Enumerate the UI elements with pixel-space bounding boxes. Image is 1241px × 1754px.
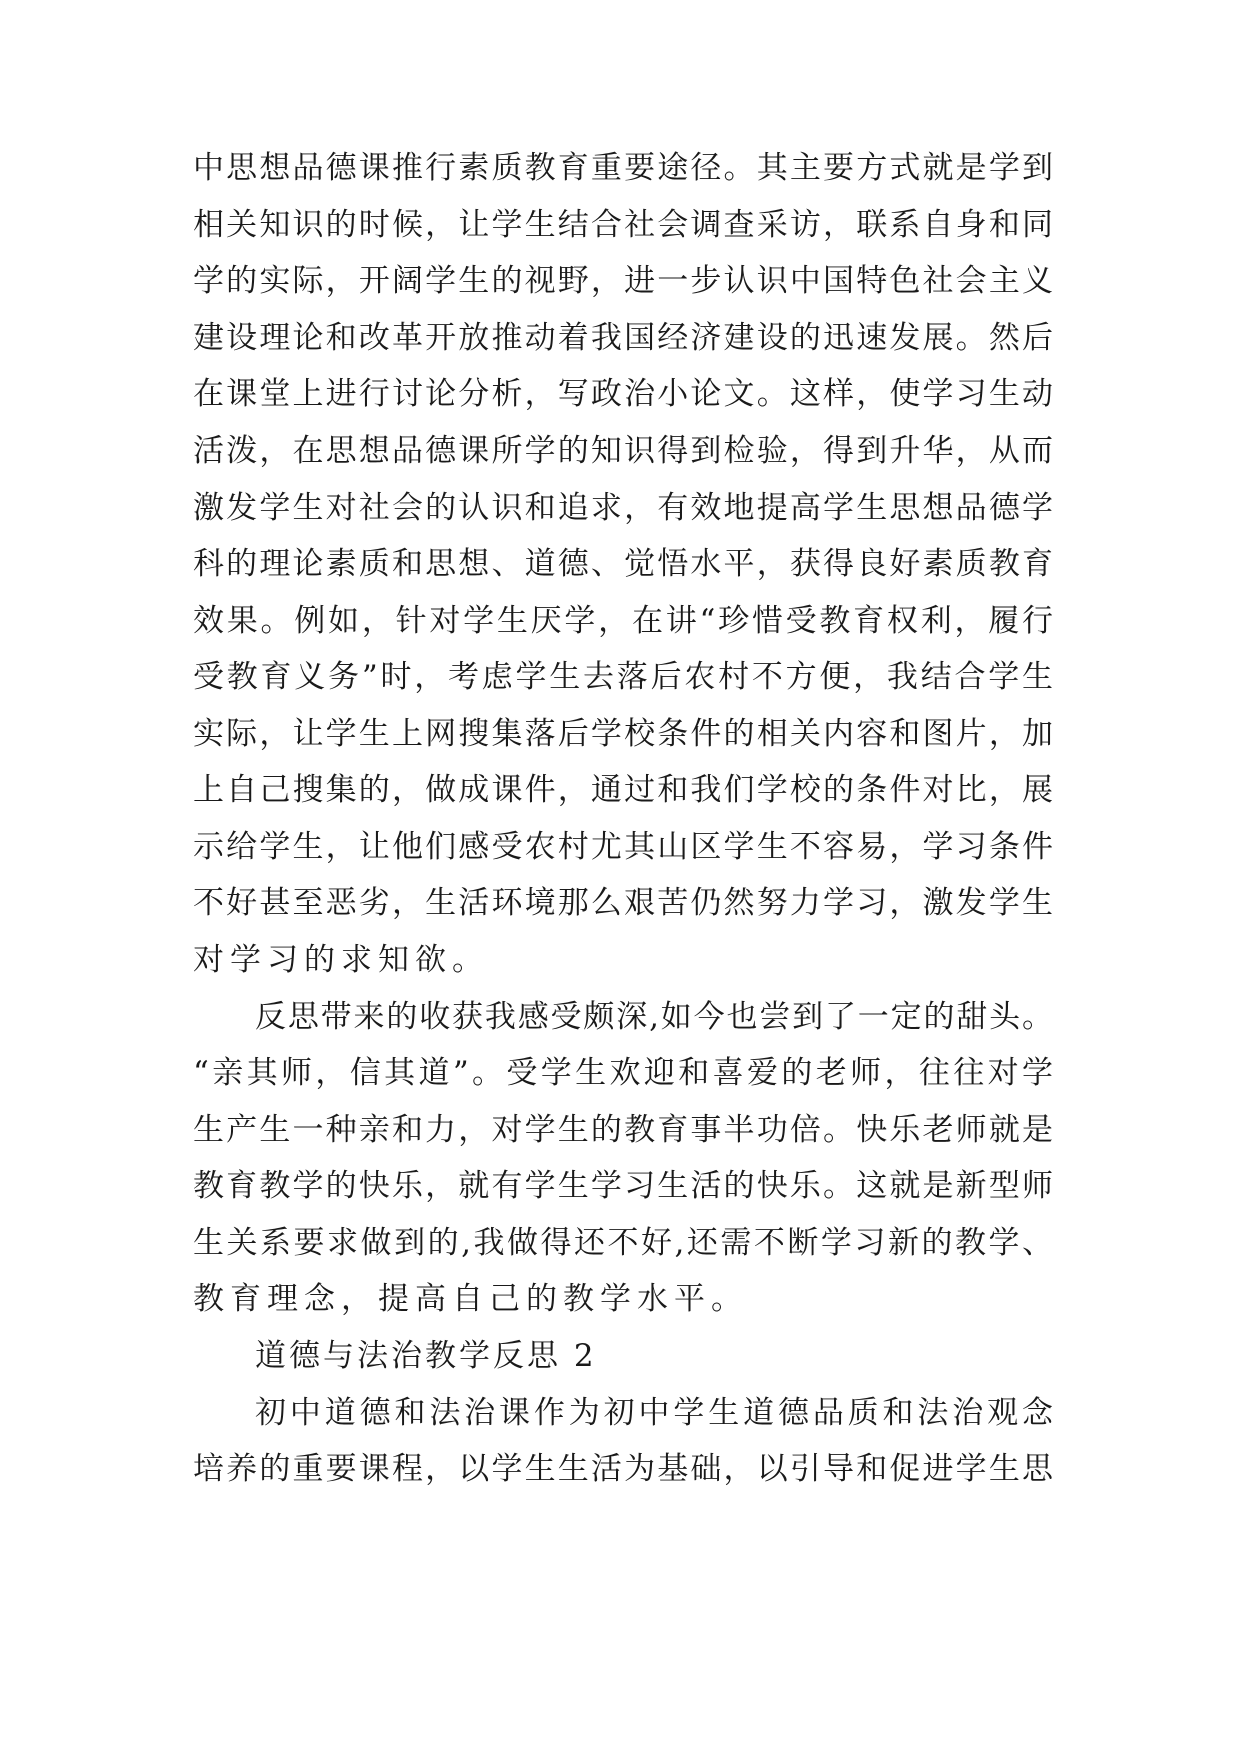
text-line: 教育理念，提高自己的教学水平。 — [193, 1281, 748, 1317]
text-line: 中思想品德课推行素质教育重要途径。其主要方式就是学到 — [193, 150, 1053, 186]
text-line: 示给学生，让他们感受农村尤其山区学生不容易，学习条件 — [193, 829, 1053, 865]
text-line: 不好甚至恶劣，生活环境那么艰苦仍然努力学习，激发学生 — [193, 885, 1053, 921]
text-line: 相关知识的时候，让学生结合社会调查采访，联系自身和同 — [193, 207, 1053, 243]
paragraph-first-line: 反思带来的收获我感受颇深,如今也尝到了一定的甜头。 — [255, 999, 1053, 1035]
text-line: 上自己搜集的，做成课件，通过和我们学校的条件对比，展 — [193, 772, 1053, 808]
text-line: 实际，让学生上网搜集落后学校条件的相关内容和图片，加 — [193, 716, 1053, 752]
text-line: 激发学生对社会的认识和追求，有效地提高学生思想品德学 — [193, 490, 1053, 526]
text-line: 培养的重要课程，以学生生活为基础，以引导和促进学生思 — [193, 1451, 1053, 1487]
text-line: 科的理论素质和思想、道德、觉悟水平，获得良好素质教育 — [193, 546, 1053, 582]
text-line: “亲其师，信其道”。受学生欢迎和喜爱的老师，往往对学 — [193, 1055, 1053, 1091]
text-line: 建设理论和改革开放推动着我国经济建设的迅速发展。然后 — [193, 320, 1053, 356]
text-line: 受教育义务”时，考虑学生去落后农村不方便，我结合学生 — [193, 659, 1053, 695]
text-line: 效果。例如，针对学生厌学，在讲“珍惜受教育权利，履行 — [193, 603, 1053, 639]
text-line: 活泼，在思想品德课所学的知识得到检验，得到升华，从而 — [193, 433, 1053, 469]
text-line: 在课堂上进行讨论分析，写政治小论文。这样，使学习生动 — [193, 376, 1053, 412]
paragraph-first-line: 初中道德和法治课作为初中学生道德品质和法治观念 — [255, 1395, 1053, 1431]
text-line: 对学习的求知欲。 — [193, 942, 489, 978]
text-line: 教育教学的快乐，就有学生学习生活的快乐。这就是新型师 — [193, 1168, 1053, 1204]
text-line: 生关系要求做到的,我做得还不好,还需不断学习新的教学、 — [193, 1225, 1053, 1261]
text-line: 学的实际，开阔学生的视野，进一步认识中国特色社会主义 — [193, 263, 1053, 299]
text-line: 生产生一种亲和力，对学生的教育事半功倍。快乐老师就是 — [193, 1112, 1053, 1148]
section-heading: 道德与法治教学反思 2 — [255, 1338, 597, 1374]
